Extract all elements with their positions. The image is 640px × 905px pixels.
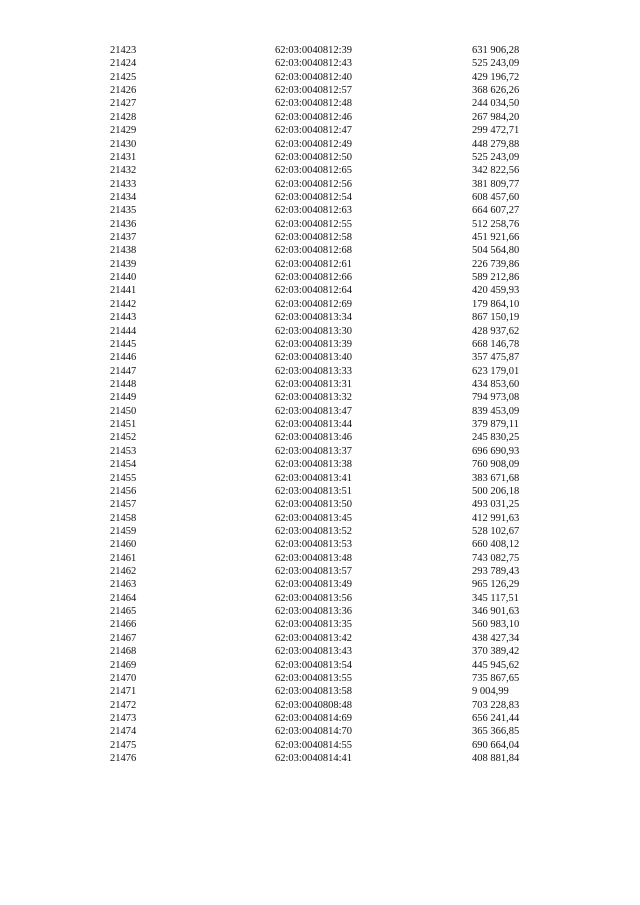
row-number: 21444 <box>110 325 137 337</box>
row-number: 21470 <box>110 672 137 684</box>
cadastral-number: 62:03:0040813:31 <box>275 378 353 390</box>
cadastral-value: 342 822,56 <box>472 165 520 177</box>
table-row <box>0 645 640 658</box>
table-row <box>0 124 640 137</box>
cadastral-number: 62:03:0040812:63 <box>275 205 353 217</box>
row-number: 21446 <box>110 352 137 364</box>
row-number: 21445 <box>110 338 137 350</box>
cadastral-number: 62:03:0040812:40 <box>275 71 353 83</box>
row-number: 21450 <box>110 405 137 417</box>
table-row <box>0 325 640 338</box>
cadastral-number: 62:03:0040812:61 <box>275 258 353 270</box>
cadastral-number: 62:03:0040813:44 <box>275 419 353 431</box>
cadastral-value: 525 243,09 <box>472 58 520 70</box>
row-number: 21429 <box>110 125 137 137</box>
cadastral-number: 62:03:0040813:48 <box>275 552 353 564</box>
row-number: 21473 <box>110 712 137 724</box>
cadastral-value: 743 082,75 <box>472 552 520 564</box>
cadastral-number: 62:03:0040813:33 <box>275 365 353 377</box>
cadastral-value: 703 228,83 <box>472 699 520 711</box>
cadastral-value: 525 243,09 <box>472 151 520 163</box>
table-row <box>0 431 640 444</box>
table-row <box>0 271 640 284</box>
cadastral-number: 62:03:0040812:57 <box>275 85 353 97</box>
cadastral-value: 357 475,87 <box>472 352 520 364</box>
table-row <box>0 685 640 698</box>
cadastral-value: 365 366,85 <box>472 726 520 738</box>
row-number: 21433 <box>110 178 137 190</box>
cadastral-value: 379 879,11 <box>472 419 519 431</box>
row-number: 21430 <box>110 138 137 150</box>
cadastral-value: 608 457,60 <box>472 191 520 203</box>
cadastral-value: 408 881,84 <box>472 753 520 765</box>
row-number: 21425 <box>110 71 137 83</box>
cadastral-value: 445 945,62 <box>472 659 520 671</box>
cadastral-value: 368 626,26 <box>472 85 520 97</box>
row-number: 21459 <box>110 525 137 537</box>
cadastral-value: 370 389,42 <box>472 646 520 658</box>
table-row <box>0 244 640 257</box>
cadastral-value: 664 607,27 <box>472 205 520 217</box>
cadastral-value: 451 921,66 <box>472 232 520 244</box>
table-row <box>0 605 640 618</box>
row-number: 21449 <box>110 392 137 404</box>
cadastral-number: 62:03:0040812:49 <box>275 138 353 150</box>
cadastral-number: 62:03:0040812:48 <box>275 98 353 110</box>
table-row <box>0 672 640 685</box>
cadastral-value: 245 830,25 <box>472 432 520 444</box>
row-number: 21466 <box>110 619 137 631</box>
table-row <box>0 752 640 765</box>
cadastral-number: 62:03:0040813:42 <box>275 632 353 644</box>
table-row <box>0 498 640 511</box>
table-row <box>0 164 640 177</box>
table-row <box>0 138 640 151</box>
table-row <box>0 44 640 57</box>
table-row <box>0 391 640 404</box>
row-number: 21432 <box>110 165 137 177</box>
cadastral-number: 62:03:0040813:49 <box>275 579 353 591</box>
cadastral-number: 62:03:0040813:45 <box>275 512 353 524</box>
cadastral-number: 62:03:0040813:50 <box>275 499 353 511</box>
row-number: 21452 <box>110 432 137 444</box>
row-number: 21464 <box>110 592 137 604</box>
cadastral-number: 62:03:0040813:37 <box>275 445 353 457</box>
cadastral-value: 438 427,34 <box>472 632 520 644</box>
cadastral-value: 631 906,28 <box>472 45 520 56</box>
cadastral-number: 62:03:0040813:52 <box>275 525 353 537</box>
table-row <box>0 111 640 124</box>
cadastral-number: 62:03:0040812:50 <box>275 151 353 163</box>
cadastral-number: 62:03:0040813:56 <box>275 592 353 604</box>
table-row <box>0 472 640 485</box>
cadastral-number: 62:03:0040813:47 <box>275 405 353 417</box>
table-row <box>0 565 640 578</box>
row-number: 21426 <box>110 85 137 97</box>
cadastral-number: 62:03:0040814:55 <box>275 739 353 751</box>
row-number: 21434 <box>110 191 137 203</box>
table-row <box>0 151 640 164</box>
table-row <box>0 84 640 97</box>
table-row <box>0 699 640 712</box>
table-row <box>0 351 640 364</box>
cadastral-number: 62:03:0040813:57 <box>275 566 353 578</box>
row-number: 21475 <box>110 739 137 751</box>
cadastral-value: 434 853,60 <box>472 378 520 390</box>
row-number: 21435 <box>110 205 137 217</box>
row-number: 21441 <box>110 285 137 297</box>
table-row <box>0 97 640 110</box>
row-number: 21463 <box>110 579 137 591</box>
row-number: 21424 <box>110 58 137 70</box>
row-number: 21456 <box>110 485 137 497</box>
table-row <box>0 365 640 378</box>
cadastral-number: 62:03:0040813:39 <box>275 338 353 350</box>
cadastral-value: 965 126,29 <box>472 579 520 591</box>
cadastral-value: 560 983,10 <box>472 619 520 631</box>
table-row <box>0 712 640 725</box>
table-row <box>0 512 640 525</box>
table-row <box>0 445 640 458</box>
table-row <box>0 258 640 271</box>
cadastral-number: 62:03:0040813:41 <box>275 472 353 484</box>
table-row <box>0 284 640 297</box>
table-row <box>0 458 640 471</box>
cadastral-value: 179 864,10 <box>472 298 520 310</box>
cadastral-value: 528 102,67 <box>472 525 520 537</box>
cadastral-number: 62:03:0040813:40 <box>275 352 353 364</box>
table-row <box>0 405 640 418</box>
table-row <box>0 485 640 498</box>
cadastral-number: 62:03:0040813:51 <box>275 485 353 497</box>
cadastral-value: 383 671,68 <box>472 472 520 484</box>
table-row <box>0 725 640 738</box>
row-number: 21468 <box>110 646 137 658</box>
cadastral-number: 62:03:0040812:43 <box>275 58 353 70</box>
cadastral-value: 735 867,65 <box>472 672 520 684</box>
cadastral-value: 623 179,01 <box>472 365 520 377</box>
cadastral-value: 656 241,44 <box>472 712 520 724</box>
table-row <box>0 191 640 204</box>
row-number: 21465 <box>110 606 137 618</box>
row-number: 21448 <box>110 378 137 390</box>
cadastral-number: 62:03:0040812:65 <box>275 165 353 177</box>
cadastral-value: 299 472,71 <box>472 125 520 137</box>
row-number: 21472 <box>110 699 137 711</box>
row-number: 21467 <box>110 632 137 644</box>
cadastral-value: 420 459,93 <box>472 285 520 297</box>
cadastral-value: 696 690,93 <box>472 445 520 457</box>
row-number: 21443 <box>110 312 137 324</box>
table-row <box>0 178 640 191</box>
cadastral-number: 62:03:0040812:64 <box>275 285 353 297</box>
row-number: 21460 <box>110 539 137 551</box>
row-number: 21469 <box>110 659 137 671</box>
cadastral-value: 345 117,51 <box>472 592 519 604</box>
cadastral-value: 690 664,04 <box>472 739 520 751</box>
cadastral-number: 62:03:0040812:54 <box>275 191 353 203</box>
cadastral-value: 867 150,19 <box>472 312 520 324</box>
table-row <box>0 739 640 752</box>
cadastral-value: 381 809,77 <box>472 178 520 190</box>
table-row <box>0 311 640 324</box>
cadastral-value: 448 279,88 <box>472 138 520 150</box>
table-row <box>0 218 640 231</box>
cadastral-value: 412 991,63 <box>472 512 520 524</box>
row-number: 21474 <box>110 726 137 738</box>
row-number: 21437 <box>110 232 137 244</box>
cadastral-number: 62:03:0040812:55 <box>275 218 353 230</box>
row-number: 21461 <box>110 552 137 564</box>
cadastral-number: 62:03:0040813:53 <box>275 539 353 551</box>
table-row <box>0 71 640 84</box>
cadastral-number: 62:03:0040812:46 <box>275 111 353 123</box>
row-number: 21457 <box>110 499 137 511</box>
cadastral-number: 62:03:0040813:35 <box>275 619 353 631</box>
cadastral-number: 62:03:0040813:38 <box>275 459 353 471</box>
table-row <box>0 298 640 311</box>
cadastral-number: 62:03:0040812:47 <box>275 125 353 137</box>
cadastral-value: 267 984,20 <box>472 111 520 123</box>
row-number: 21471 <box>110 686 137 698</box>
row-number: 21458 <box>110 512 137 524</box>
table-row <box>0 578 640 591</box>
cadastral-number: 62:03:0040812:58 <box>275 232 353 244</box>
row-number: 21462 <box>110 566 137 578</box>
cadastral-value: 428 937,62 <box>472 325 520 337</box>
table-row <box>0 618 640 631</box>
row-number: 21431 <box>110 151 137 163</box>
row-number: 21423 <box>110 45 137 56</box>
cadastral-value: 500 206,18 <box>472 485 520 497</box>
cadastral-value: 293 789,43 <box>472 566 520 578</box>
cadastral-number: 62:03:0040812:56 <box>275 178 353 190</box>
table-row <box>0 632 640 645</box>
cadastral-value: 244 034,50 <box>472 98 520 110</box>
table-row <box>0 538 640 551</box>
table-row <box>0 57 640 70</box>
cadastral-number: 62:03:0040813:32 <box>275 392 353 404</box>
cadastral-number: 62:03:0040812:68 <box>275 245 353 257</box>
cadastral-value: 493 031,25 <box>472 499 520 511</box>
table-row <box>0 338 640 351</box>
row-number: 21427 <box>110 98 137 110</box>
cadastral-number: 62:03:0040813:43 <box>275 646 353 658</box>
cadastral-value: 839 453,09 <box>472 405 520 417</box>
cadastral-number: 62:03:0040813:58 <box>275 686 353 698</box>
cadastral-number: 62:03:0040813:30 <box>275 325 353 337</box>
cadastral-number: 62:03:0040813:36 <box>275 606 353 618</box>
table-row <box>0 378 640 391</box>
cadastral-number: 62:03:0040812:69 <box>275 298 353 310</box>
row-number: 21439 <box>110 258 137 270</box>
table-row <box>0 525 640 538</box>
cadastral-value: 760 908,09 <box>472 459 520 471</box>
cadastral-number: 62:03:0040813:34 <box>275 312 353 324</box>
cadastral-value: 9 004,99 <box>472 686 509 698</box>
row-number: 21438 <box>110 245 137 257</box>
row-number: 21436 <box>110 218 137 230</box>
cadastral-value: 504 564,80 <box>472 245 520 257</box>
cadastral-number: 62:03:0040813:55 <box>275 672 353 684</box>
row-number: 21440 <box>110 272 137 284</box>
table-row <box>0 231 640 244</box>
table-row <box>0 418 640 431</box>
cadastral-number: 62:03:0040813:54 <box>275 659 353 671</box>
cadastral-number: 62:03:0040814:69 <box>275 712 353 724</box>
cadastral-number: 62:03:0040813:46 <box>275 432 353 444</box>
cadastral-value: 346 901,63 <box>472 606 520 618</box>
row-number: 21453 <box>110 445 137 457</box>
table-row <box>0 552 640 565</box>
row-number: 21455 <box>110 472 137 484</box>
cadastral-value: 429 196,72 <box>472 71 520 83</box>
table-row <box>0 659 640 672</box>
row-number: 21442 <box>110 298 137 310</box>
cadastral-value: 660 408,12 <box>472 539 520 551</box>
cadastral-value: 668 146,78 <box>472 338 520 350</box>
cadastral-number: 62:03:0040814:41 <box>275 753 353 765</box>
cadastral-number: 62:03:0040812:39 <box>275 45 353 56</box>
row-number: 21451 <box>110 419 137 431</box>
cadastral-number: 62:03:0040814:70 <box>275 726 353 738</box>
cadastral-value: 512 258,76 <box>472 218 520 230</box>
cadastral-value: 794 973,08 <box>472 392 520 404</box>
row-number: 21447 <box>110 365 137 377</box>
cadastral-number: 62:03:0040812:66 <box>275 272 353 284</box>
cadastral-number: 62:03:0040808:48 <box>275 699 353 711</box>
cadastral-value-table <box>0 44 640 765</box>
cadastral-value: 589 212,86 <box>472 272 520 284</box>
table-row <box>0 592 640 605</box>
row-number: 21454 <box>110 459 137 471</box>
row-number: 21476 <box>110 753 137 765</box>
row-number: 21428 <box>110 111 137 123</box>
cadastral-value: 226 739,86 <box>472 258 520 270</box>
table-row <box>0 204 640 217</box>
